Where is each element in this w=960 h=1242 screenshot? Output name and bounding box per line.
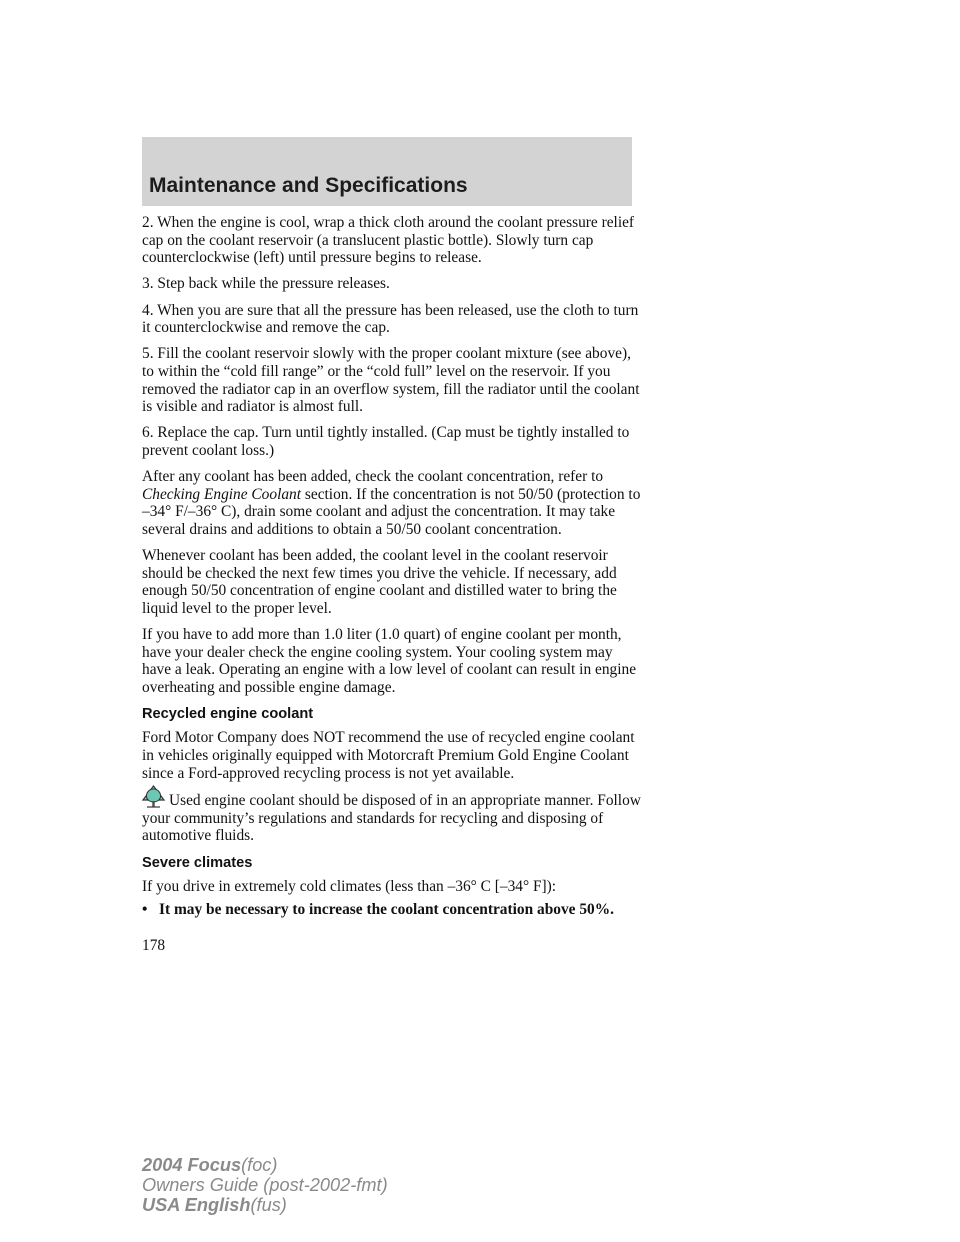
page-content xyxy=(142,214,642,918)
after-coolant-text-end: section. If the concentration is not 50/50 (protection to –34° F/–36° C), drain some coolant and adjust the concentration. It may take several drains and additions to obtain a 50/50 coolant concentration. xyxy=(142,485,641,538)
step-3: 3. Step back while the pressure releases. xyxy=(142,275,390,293)
footer-language: USA English xyxy=(142,1195,251,1215)
footer-guide: Owners Guide (post-2002-fmt) xyxy=(142,1175,388,1195)
bullet-item xyxy=(142,901,642,919)
tree-icon xyxy=(140,783,167,810)
after-coolant-paragraph xyxy=(142,468,642,538)
footer-language-code: (fus) xyxy=(250,1195,287,1215)
step-6: 6. Replace the cap. Turn until tightly installed. (Cap must be tightly installed to prevent coolant loss.) xyxy=(142,424,630,459)
footer-model: 2004 Focus xyxy=(142,1155,242,1175)
bullet-text: It may be necessary to increase the coolant concentration above 50%. xyxy=(159,900,614,918)
eco-note-text: Used engine coolant should be disposed of in an appropriate manner. Follow your community’s regulations and standards for recycling and disposing of automotive fluids. xyxy=(142,792,641,845)
cross-reference-link: Checking Engine Coolant xyxy=(142,485,302,503)
after-coolant-text: After any coolant has been added, check the coolant concentration, refer to xyxy=(142,468,604,486)
more-than-paragraph: If you have to add more than 1.0 liter (1.0 quart) of engine coolant per month, have your dealer check the engine cooling system. Your cooling system may have a leak. Operating an engine with a low level of coolant can result in engine overheating and possible engine damage. xyxy=(142,626,637,696)
recycled-body: Ford Motor Company does NOT recommend the use of recycled engine coolant in vehicles originally equipped with Motorcraft Premium Gold Engine Coolant since a Ford-approved recycling process is not yet available. xyxy=(142,729,635,782)
step-2: 2. When the engine is cool, wrap a thick cloth around the coolant pressure relief cap on the coolant reservoir (a translucent plastic bottle). Slowly turn cap counterclockwise (left) until pressure begins to release. xyxy=(142,214,635,267)
section-title: Maintenance and Specifications xyxy=(149,174,468,197)
document-footer xyxy=(142,1155,388,1215)
page-number: 178 xyxy=(142,937,166,954)
severe-intro: If you drive in extremely cold climates (less than –36° C [–34° F]): xyxy=(142,877,557,895)
recycled-heading: Recycled engine coolant xyxy=(142,706,314,723)
eco-note-paragraph xyxy=(142,792,642,845)
step-5: 5. Fill the coolant reservoir slowly with the proper coolant mixture (see above), to within the “cold fill range” or the “cold full” level on the reservoir. If you removed the radiator cap in an overflow system, fill the radiator until the coolant is visible and radiator is almost full. xyxy=(142,345,640,416)
footer-model-code: (foc) xyxy=(241,1155,278,1175)
severe-heading: Severe climates xyxy=(142,854,253,871)
bullet-icon: • xyxy=(142,900,148,918)
step-4: 4. When you are sure that all the pressure has been released, use the cloth to turn it counterclockwise and remove the cap. xyxy=(142,301,639,337)
whenever-paragraph: Whenever coolant has been added, the coolant level in the coolant reservoir should be checked the next few times you drive the vehicle. If necessary, add enough 50/50 concentration of engine coolant and distilled water to bring the liquid level to the proper level. xyxy=(142,547,617,617)
